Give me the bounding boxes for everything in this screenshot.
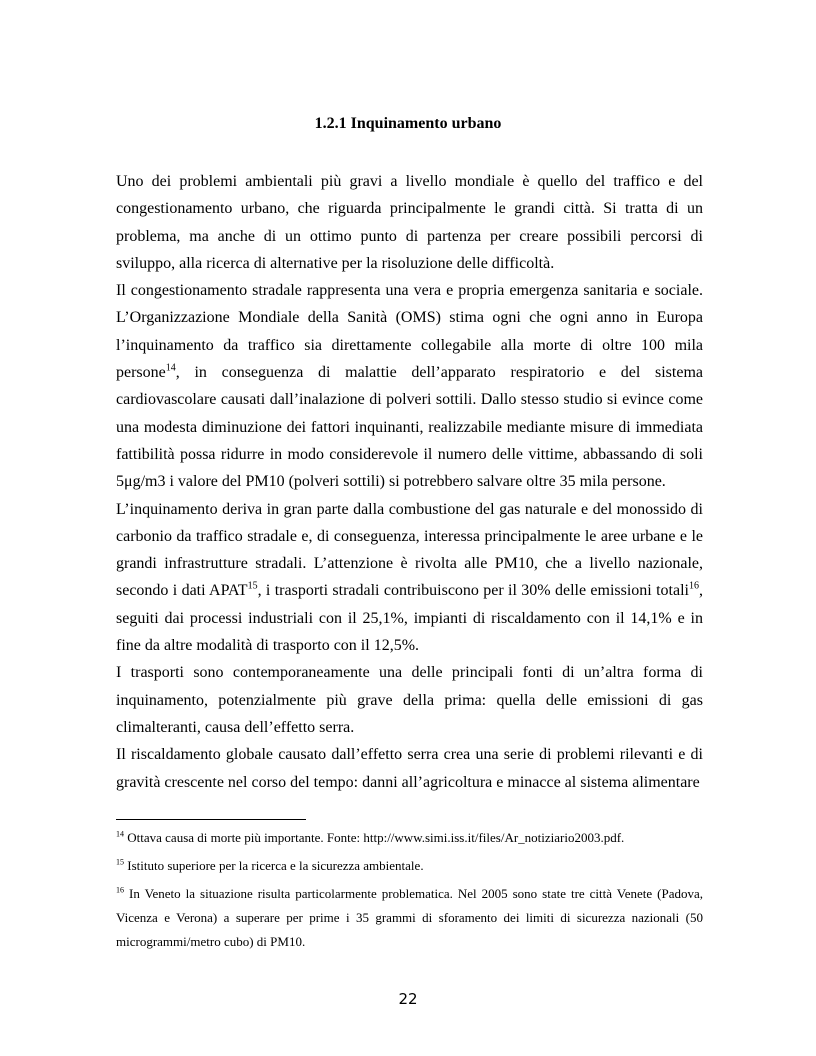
- footnote-text: In Veneto la situazione risulta particolarmente problematica. Nel 2005 sono state tre città Venete (Padova, Vicenza e Verona) a superare per prime i 35 grammi di sforamento dei limiti di sicurezza nazionali (50 microgrammi/metro cubo) di PM10.: [116, 886, 703, 949]
- footnote-separator: [116, 819, 306, 820]
- body-text: [116, 168, 703, 796]
- paragraph-3-text-b: , i trasporti stradali contribuiscono per il 30% delle emissioni totali: [257, 582, 689, 600]
- footnote-number: 14: [116, 829, 124, 839]
- paragraph-2-text-b: , in conseguenza di malattie dell’apparato respiratorio e del sistema cardiovascolare causati dall’inalazione di polveri sottili. Dallo stesso studio si evince come una modesta diminuzione dei fattori inquinanti, realizzabile mediante misure di immediata fattibilità possa ridurre in modo considerevole il numero delle vittime, abbassando di soli 5μg/m3 i valore del PM10 (polveri sottili) si potrebbero salvare oltre 35 mila persone.: [116, 364, 703, 491]
- footnote-text: Istituto superiore per la ricerca e la sicurezza ambientale.: [124, 858, 424, 873]
- paragraph-3-text-c: , seguiti dai processi industriali con il 25,1%, impianti di riscaldamento con il 14,1% e in fine da altre modalità di trasporto con il 12,5%.: [116, 582, 703, 655]
- section-heading: 1.2.1 Inquinamento urbano: [314, 115, 502, 132]
- footnote-ref-16[interactable]: 16: [689, 581, 699, 593]
- footnote-ref-14[interactable]: 14: [165, 362, 176, 374]
- footnotes: [116, 826, 703, 958]
- footnote-ref-15[interactable]: 15: [247, 581, 258, 593]
- paragraph-2: [116, 277, 703, 495]
- footnote-14: [116, 826, 703, 850]
- paragraph-3: [116, 496, 703, 660]
- paragraph-2-text-a: Il congestionamento stradale rappresenta una vera e propria emergenza sanitaria e sociale. L’Organizzazione Mondiale della Sanità (OMS) stima ogni che ogni anno in Europa l’inquinamento da traffico sia direttamente collegabile alla morte di oltre 100 mila persone: [116, 282, 703, 382]
- footnote-16: [116, 882, 703, 954]
- paragraph-3-text-a: L’inquinamento deriva in gran parte dalla combustione del gas naturale e del monossido di carbonio da traffico stradale e, di conseguenza, interessa principalmente le aree urbane e le grandi infrastrutture stradali. L’attenzione è rivolta alle PM10, che a livello nazionale, secondo i dati APAT: [116, 500, 703, 600]
- footnote-number: 15: [116, 857, 124, 867]
- paragraph-5: Il riscaldamento globale causato dall’effetto serra crea una serie di problemi rilevanti e di gravità crescente nel corso del tempo: danni all’agricoltura e minacce al sistema alimentare: [116, 746, 703, 791]
- paragraph-1: Uno dei problemi ambientali più gravi a livello mondiale è quello del traffico e del congestionamento urbano, che riguarda principalmente le grandi città. Si tratta di un problema, ma anche di un ottimo punto di partenza per creare possibili percorsi di sviluppo, alla ricerca di alternative per la risoluzione delle difficoltà.: [116, 173, 703, 272]
- paragraph-4: I trasporti sono contemporaneamente una delle principali fonti di un’altra forma di inquinamento, potenzialmente più grave della prima: quella delle emissioni di gas climalteranti, causa dell’effetto serra.: [116, 664, 703, 736]
- footnote-text: Ottava causa di morte più importante. Fonte: http://www.simi.iss.it/files/Ar_notiziario2003.pdf.: [124, 830, 625, 845]
- page-number: 22: [398, 990, 418, 1008]
- footnote-number: 16: [116, 885, 124, 895]
- footnote-15: [116, 854, 703, 878]
